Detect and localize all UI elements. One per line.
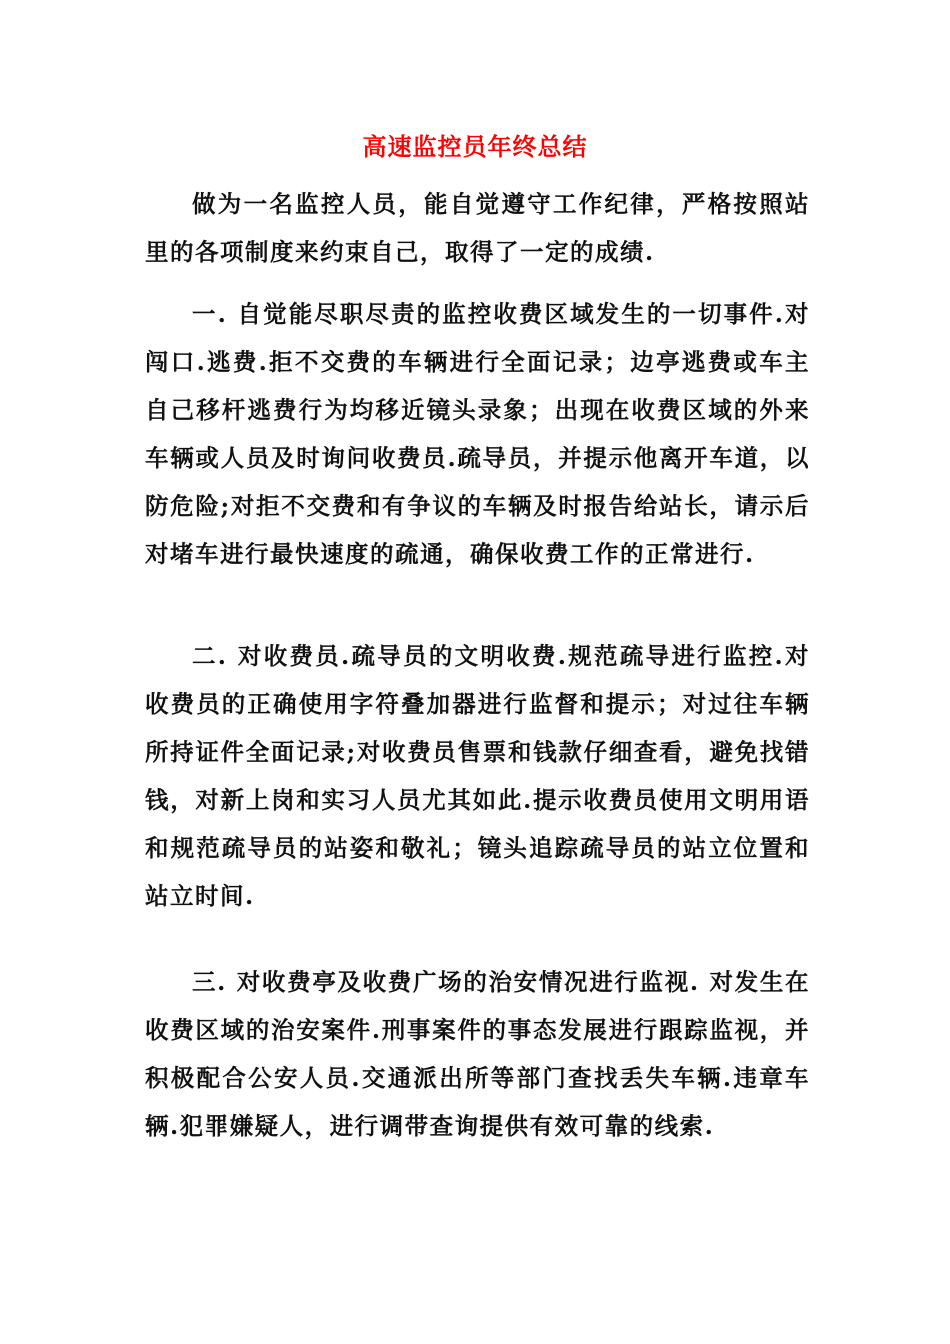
paragraph-text: 一. 自觉能尽职尽责的监控收费区域发生的一切事件.对闯口.逃费.拒不交费的车辆进行全面记录；边亭逃费或车主自己移杆逃费行为均移近镜头录象；出现在收费区域的外来车辆或人员及时询问收费员.疏导员，并提示他离开车道，以防危险;对拒不交费和有争议的车辆及时报告给站长，请示后对堵车进行最快速度的疏通，确保收费工作的正常进行. (145, 300, 810, 568)
document-title: 高速监控员年终总结 (362, 132, 588, 161)
paragraph-intro (145, 180, 810, 276)
paragraph-section-2 (145, 632, 810, 920)
paragraph-text: 做为一名监控人员，能自觉遵守工作纪律，严格按照站里的各项制度来约束自己，取得了一定的成绩. (145, 190, 810, 266)
paragraph-text: 二. 对收费员.疏导员的文明收费.规范疏导进行监控.对收费员的正确使用字符叠加器进行监督和提示；对过往车辆所持证件全面记录;对收费员售票和钱款仔细查看，避免找错钱，对新上岗和实习人员尤其如此.提示收费员使用文明用语和规范疏导员的站姿和敬礼；镜头追踪疏导员的站立位置和站立时间. (145, 642, 810, 910)
paragraph-section-3 (145, 958, 810, 1150)
paragraph-text: 三. 对收费亭及收费广场的治安情况进行监视. 对发生在收费区域的治安案件.刑事案件的事态发展进行跟踪监视，并积极配合公安人员.交通派出所等部门查找丢失车辆.违章车辆.犯罪嫌疑人，进行调带查询提供有效可靠的线索. (145, 968, 810, 1140)
paragraph-section-1 (145, 290, 810, 578)
